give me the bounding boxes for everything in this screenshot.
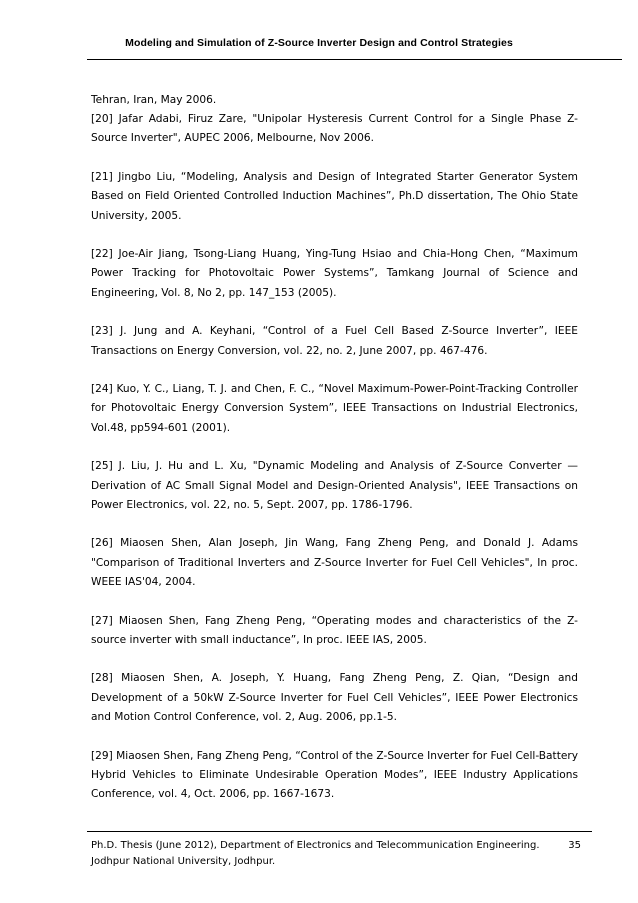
reference-23: [23] J. Jung and A. Keyhani, “Control of a Fuel Cell Based Z-Source Inverter”, IEEE Transactions on Energy Conversion, vol. 22, no. 2, June 2007, pp. 467-476. — [91, 325, 578, 357]
reference-continuation: Tehran, Iran, May 2006. — [91, 94, 217, 106]
running-header: Modeling and Simulation of Z-Source Inverter Design and Control Strategies — [125, 37, 513, 49]
reference-28: [28] Miaosen Shen, A. Joseph, Y. Huang, Fang Zheng Peng, Z. Qian, “Design and Development of a 50kW Z-Source Inverter for Fuel Cell Vehicles”, IEEE Power Electronics and Motion Control Conference, vol. 2, Aug. 2006, pp.1-5. — [91, 672, 578, 723]
reference-20: [20] Jafar Adabi, Firuz Zare, "Unipolar Hysteresis Current Control for a Single Phase Z-Source Inverter", AUPEC 2006, Melbourne, Nov 2006. — [91, 113, 578, 145]
reference-26: [26] Miaosen Shen, Alan Joseph, Jin Wang, Fang Zheng Peng, and Donald J. Adams "Comparison of Traditional Inverters and Z-Source Inverter for Fuel Cell Vehicles", In proc. WEEE IAS'04, 2004. — [91, 537, 578, 588]
footer-university: Jodhpur National University, Jodhpur. — [91, 855, 276, 867]
footer-divider — [87, 831, 592, 832]
reference-27: [27] Miaosen Shen, Fang Zheng Peng, “Operating modes and characteristics of the Z-source inverter with small inductance”, In proc. IEEE IAS, 2005. — [91, 614, 578, 646]
footer-thesis-info: Ph.D. Thesis (June 2012), Department of Electronics and Telecommunication Engineering. — [91, 840, 540, 851]
reference-24: [24] Kuo, Y. C., Liang, T. J. and Chen, F. C., “Novel Maximum-Power-Point-Tracking Controller for Photovoltaic Energy Conversion System”, IEEE Transactions on Industrial Electronics, Vol.48, pp594-601 (2001). — [91, 383, 578, 434]
header-divider — [87, 59, 622, 60]
page-number: 35 — [568, 840, 581, 851]
page-footer — [91, 838, 581, 869]
reference-25: [25] J. Liu, J. Hu and L. Xu, "Dynamic Modeling and Analysis of Z-Source Converter — Derivation of AC Small Signal Model and Design-Oriented Analysis", IEEE Transactions on Power Electronics, vol. 22, no. 5, Sept. 2007, pp. 1786-1796. — [91, 460, 578, 511]
reference-22: [22] Joe-Air Jiang, Tsong-Liang Huang, Ying-Tung Hsiao and Chia-Hong Chen, “Maximum Power Tracking for Photovoltaic Power Systems”, Tamkang Journal of Science and Engineering, Vol. 8, No 2, pp. 147_153 (2005). — [91, 248, 578, 299]
reference-list — [91, 91, 578, 824]
reference-21: [21] Jingbo Liu, “Modeling, Analysis and Design of Integrated Starter Generator System Based on Field Oriented Controlled Induction Machines”, Ph.D dissertation, The Ohio State University, 2005. — [91, 171, 578, 222]
reference-29: [29] Miaosen Shen, Fang Zheng Peng, “Control of the Z-Source Inverter for Fuel Cell-Battery Hybrid Vehicles to Eliminate Undesirable Operation Modes”, IEEE Industry Applications Conference, vol. 4, Oct. 2006, pp. 1667-1673. — [91, 749, 578, 800]
